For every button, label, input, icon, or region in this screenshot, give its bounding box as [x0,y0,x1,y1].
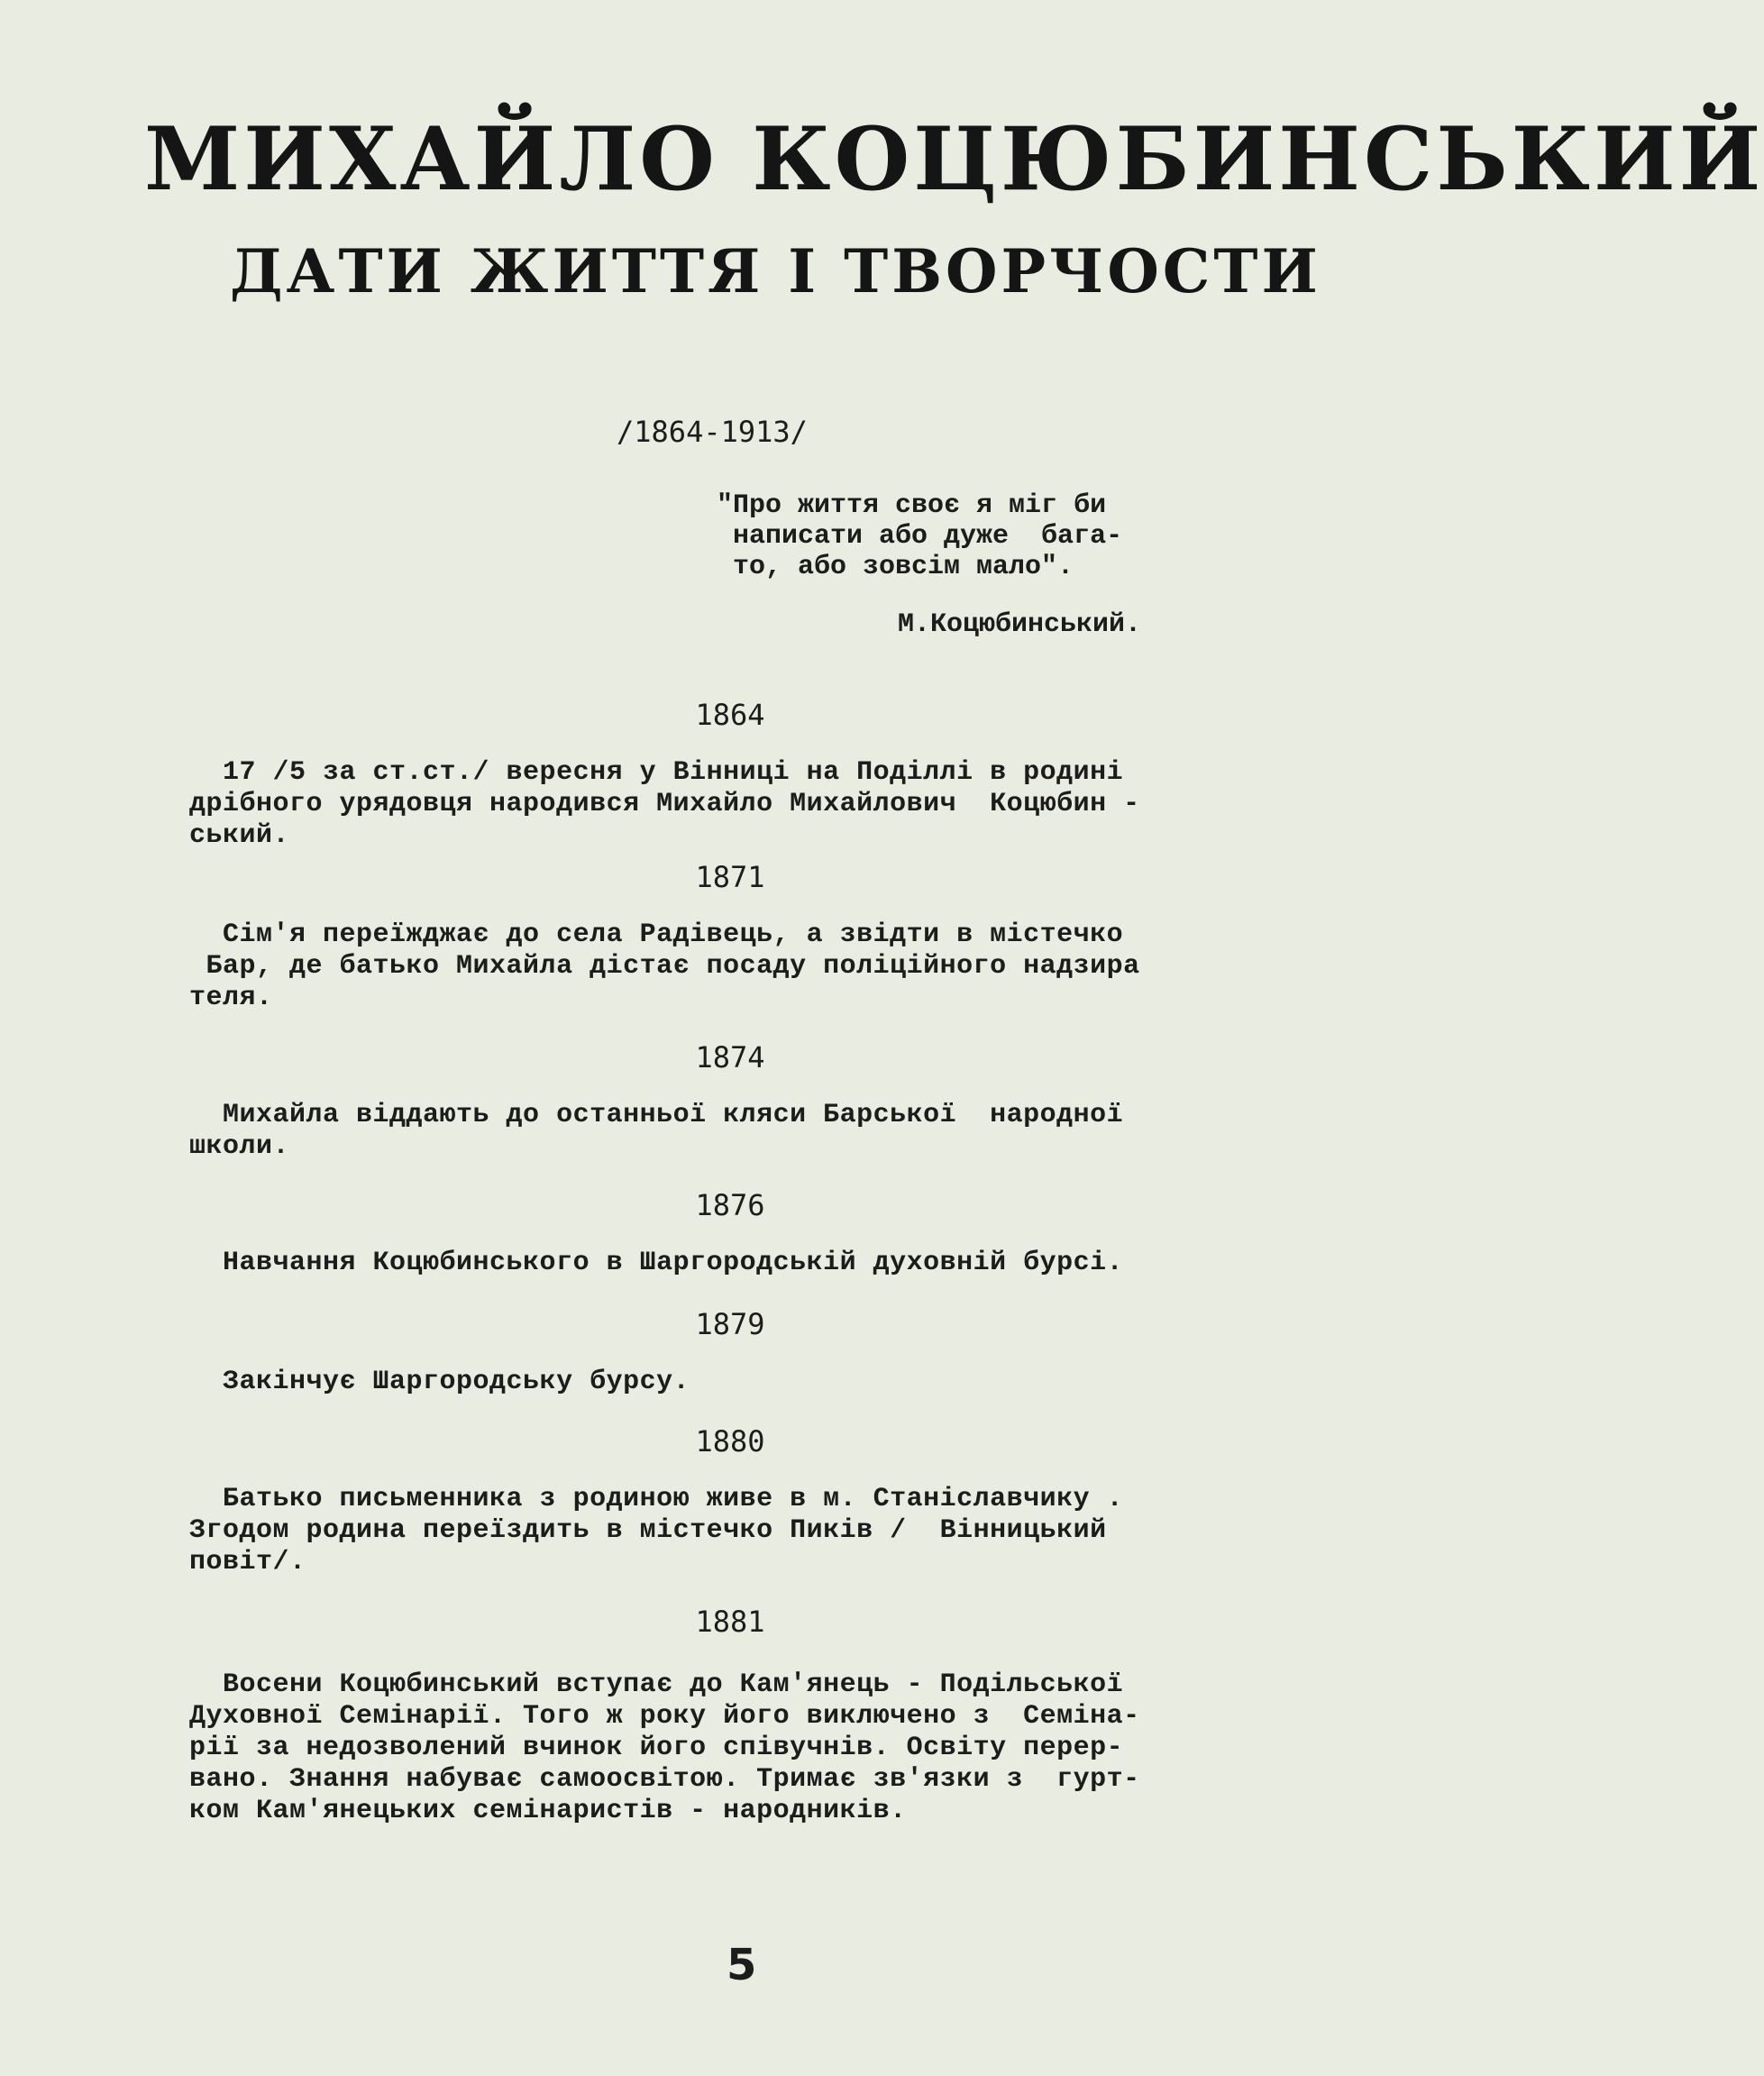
entry-line: Сім'я переїжджає до села Радівець, а звідти в містечко [189,919,1124,950]
entry-line: теля. [189,983,273,1013]
entry-text [189,1100,1271,1163]
entry-year: 1880 [695,1424,765,1459]
entry-line: Бар, де батько Михайла дістає посаду поліційного надзира [189,951,1140,982]
entry-line: ський. [189,820,290,851]
chronology-entry [189,1307,1271,1398]
entry-year: 1879 [695,1307,765,1341]
chronology-entry [189,1188,1271,1279]
page-subtitle: ДАТИ ЖИТТЯ І ТВОРЧОСТИ [230,236,1321,306]
entry-line: Восени Коцюбинський вступає до Кам'янець - Подільської [189,1669,1124,1700]
entry-text [189,1248,1271,1279]
entry-line: Навчання Коцюбинського в Шаргородській духовній бурсі. [189,1248,1124,1278]
page-title: МИХАЙЛО КОЦЮБИНСЬКИЙ [144,108,1764,210]
entry-line: рії за недозволений вчинок його співучнів. Освіту перер- [189,1733,1124,1763]
entry-year: 1874 [695,1040,765,1075]
page-number: 5 [727,1940,757,1990]
entry-line: Духовної Семінарії. Того ж року його виключено з Семіна- [189,1701,1140,1732]
entry-line: повіт/. [189,1547,306,1578]
entry-text [189,919,1271,1014]
chronology-entry [189,1424,1271,1578]
entry-line: ком Кам'янецьких семінаристів - народників. [189,1796,907,1826]
entry-year: 1876 [695,1188,765,1222]
chronology-entry [189,1040,1271,1163]
chronology-entry [189,698,1271,852]
entry-line: вано. Знання набуває самоосвітою. Тримає зв'язки з гурт- [189,1764,1140,1795]
entry-text [189,1367,1271,1398]
chronology-entry [189,1605,1271,1827]
epigraph [717,490,1221,582]
chronology-entry [189,860,1271,1014]
entry-line: 17 /5 за ст.ст./ вересня у Вінниці на Поділлі в родині [189,757,1124,788]
entry-line: Михайла віддають до останньої кляси Барської народної [189,1100,1124,1130]
entry-text [189,757,1271,852]
entry-line: школи. [189,1131,290,1162]
entry-line: Закінчує Шаргородську бурсу. [189,1367,690,1397]
entry-line: дрібного урядовця народився Михайло Михайлович Коцюбин - [189,789,1140,819]
entry-line: Батько письменника з родиною живе в м. Станіславчику . [189,1484,1124,1514]
entry-text [189,1669,1271,1827]
entry-year: 1881 [695,1605,765,1639]
entry-text [189,1484,1271,1578]
epigraph-line: написати або дуже бага- [717,521,1123,552]
life-years: /1864-1913/ [617,415,808,449]
epigraph-line: "Про життя своє я міг би [717,490,1107,521]
entry-year: 1864 [695,698,765,732]
entry-year: 1871 [695,860,765,894]
entry-line: Згодом родина переїздить в містечко Пиків / Вінницький [189,1515,1107,1546]
epigraph-signature: М.Коцюбинський. [898,609,1142,640]
epigraph-line: то, або зовсім мало". [717,552,1074,582]
